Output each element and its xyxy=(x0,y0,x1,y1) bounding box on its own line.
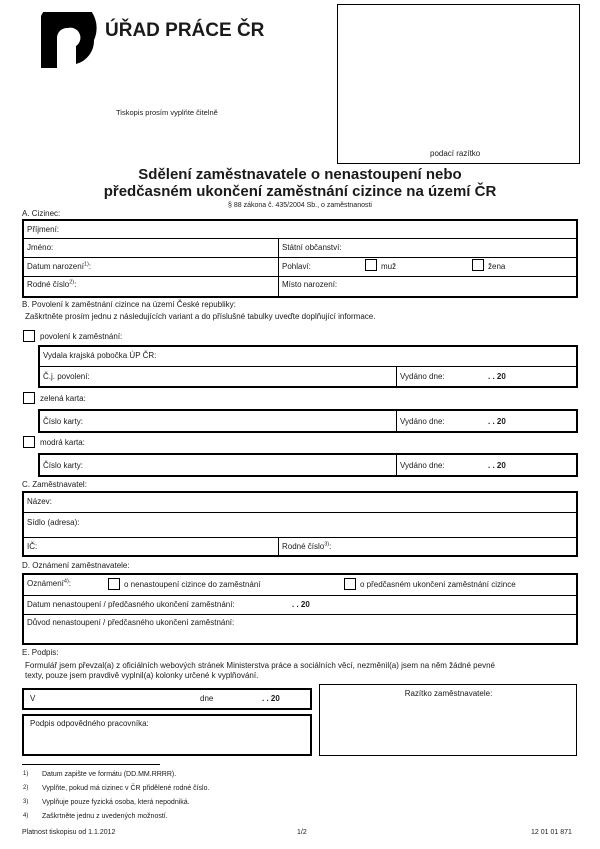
blue-card-label: modrá karta: xyxy=(40,438,85,447)
validity-note: Platnost tiskopisu od 1.1.2012 xyxy=(22,829,116,836)
birth-date-field[interactable]: Datum narození$^{1)}$: xyxy=(27,261,92,271)
footnote-2: Vyplňte, pokud má cizinec v ČR přidělené rodné číslo. xyxy=(42,785,210,792)
footnote-4: Zaškrtněte jednu z uvedených možností. xyxy=(42,813,168,820)
section-e-heading: E. Podpis: xyxy=(22,648,59,657)
male-checkbox[interactable] xyxy=(365,259,377,271)
female-checkbox[interactable] xyxy=(472,259,484,271)
blue-card-issued-on-label: Vydáno dne: xyxy=(400,461,445,470)
footnote-2-number: 2) xyxy=(23,785,29,791)
employer-stamp-label: Razítko zaměstnavatele: xyxy=(404,689,493,698)
permit-checkbox[interactable] xyxy=(23,330,35,342)
place-label: V xyxy=(30,694,36,703)
form-title-line1: Sdělení zaměstnavatele o nenastoupení nebo xyxy=(138,166,462,183)
stamp-label: podací razítko xyxy=(430,149,481,158)
page-number: 1/2 xyxy=(297,829,307,836)
gender-label: Pohlaví: xyxy=(282,262,311,271)
permit-issued-date[interactable]: . . 20 xyxy=(488,372,506,381)
early-end-checkbox[interactable] xyxy=(344,578,356,590)
up-cr-logo xyxy=(38,12,100,72)
blue-card-issued-date[interactable]: . . 20 xyxy=(488,461,506,470)
first-name-field[interactable]: Jméno: xyxy=(27,243,54,252)
female-label: žena xyxy=(488,262,506,271)
employer-birth-number-field[interactable]: Rodné číslo$^{3)}$: xyxy=(282,541,332,551)
green-card-issued-date[interactable]: . . 20 xyxy=(488,417,506,426)
form-title-line2: předčasném ukončení zaměstnání cizince na území ČR xyxy=(103,183,497,200)
employer-address-field[interactable]: Sídlo (adresa): xyxy=(27,518,80,527)
green-card-number-field[interactable]: Číslo karty: xyxy=(43,417,84,426)
male-label: muž xyxy=(381,262,397,271)
declaration-line1: Formulář jsem převzal(a) z oficiálních webových stránek Ministerstva práce a sociálních věcí, nezměnil(a) jsem na něm žádné pevné xyxy=(25,661,495,670)
issued-by-field[interactable]: Vydala krajská pobočka ÚP ČR: xyxy=(43,351,157,360)
section-c-heading: C. Zaměstnavatel: xyxy=(22,480,87,489)
signature-label: Podpis odpovědného pracovníka: xyxy=(30,719,149,728)
footnote-3-number: 3) xyxy=(23,799,29,805)
green-card-label: zelená karta: xyxy=(40,394,86,403)
footnote-3: Vyplňuje pouze fyzická osoba, která nepodniká. xyxy=(42,799,190,806)
footnote-1-number: 1) xyxy=(23,771,29,777)
footnote-1: Datum zapište ve formátu (DD.MM.RRRR). xyxy=(42,771,177,778)
green-card-checkbox[interactable] xyxy=(23,392,35,404)
footnote-4-number: 4) xyxy=(23,813,29,819)
form-code: 12 01 01 871 xyxy=(531,829,572,836)
birth-place-field[interactable]: Místo narození: xyxy=(282,280,338,289)
section-b-instruction: Zaškrtněte prosím jednu z následujících variant a do příslušné tabulky uveďte doplňující informace. xyxy=(25,312,376,321)
permit-issued-on-label: Vydáno dne: xyxy=(400,372,445,381)
notice-label: Oznámení$^{4)}$: xyxy=(27,578,72,588)
employer-ico-field[interactable]: IČ: xyxy=(27,542,38,551)
legibility-note: Tiskopis prosím vyplňte čitelně xyxy=(116,108,218,117)
section-d-heading: D. Oznámení zaměstnavatele: xyxy=(22,561,130,570)
end-date-field[interactable]: . . 20 xyxy=(292,600,310,609)
reason-field[interactable]: Důvod nenastoupení / předčasného ukončení zaměstnání: xyxy=(27,618,235,627)
blue-card-number-field[interactable]: Číslo karty: xyxy=(43,461,84,470)
green-card-issued-on-label: Vydáno dne: xyxy=(400,417,445,426)
not-started-checkbox[interactable] xyxy=(108,578,120,590)
section-b-heading: B. Povolení k zaměstnání cizince na území České republiky: xyxy=(22,300,236,309)
not-started-label: o nenastoupení cizince do zaměstnání xyxy=(124,580,261,589)
surname-field[interactable]: Příjmení: xyxy=(27,225,60,234)
citizenship-field[interactable]: Státní občanství: xyxy=(282,243,342,252)
birth-number-field[interactable]: Rodné číslo$^{2)}$: xyxy=(27,279,77,289)
org-name: ÚŘAD PRÁCE ČR xyxy=(105,20,265,41)
declaration-line2: texty, pouze jsem pravdivě vyplnil(a) kolonky určené k vyplňování. xyxy=(25,671,259,680)
early-end-label: o předčasném ukončení zaměstnání cizince xyxy=(360,580,516,589)
blue-card-checkbox[interactable] xyxy=(23,436,35,448)
section-a-heading: A. Cizinec: xyxy=(22,209,61,218)
employer-name-field[interactable]: Název: xyxy=(27,497,52,506)
permit-ref-field[interactable]: Č.j. povolení: xyxy=(43,372,90,381)
end-date-label: Datum nenastoupení / předčasného ukončení zaměstnání: xyxy=(27,600,235,609)
law-reference: § 88 zákona č. 435/2004 Sb., o zaměstnanosti xyxy=(228,202,372,209)
signature-date-field[interactable]: . . 20 xyxy=(262,694,280,703)
date-label: dne xyxy=(200,694,214,703)
permit-label: povolení k zaměstnání: xyxy=(40,332,123,341)
stamp-box[interactable] xyxy=(337,4,580,164)
